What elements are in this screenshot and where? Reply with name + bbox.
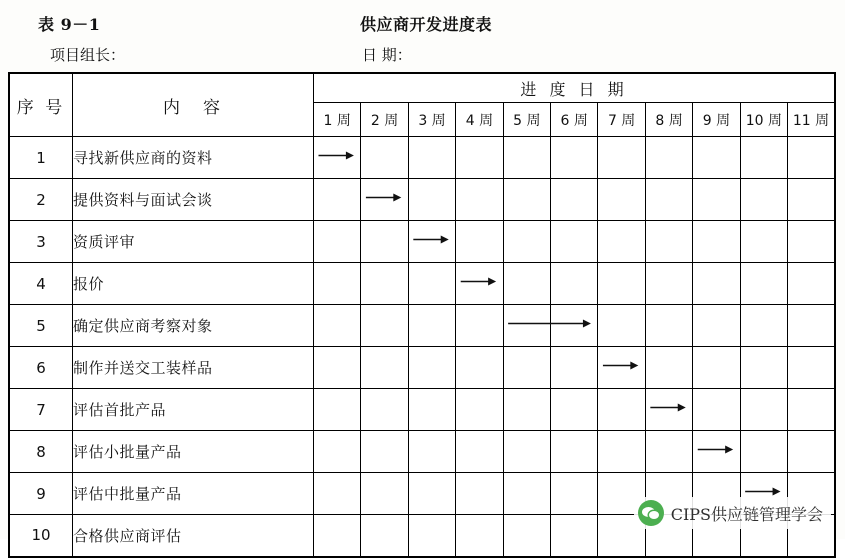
cell-r2-w10 bbox=[740, 179, 787, 221]
page-title: 供应商开发进度表 bbox=[360, 15, 493, 34]
col-header-week-8: 8 周 bbox=[645, 103, 692, 137]
cell-r4-w3 bbox=[408, 263, 455, 305]
cell-r5-w3 bbox=[408, 305, 455, 347]
row-seq: 2 bbox=[9, 179, 73, 221]
cell-r7-w3 bbox=[408, 389, 455, 431]
cell-r10-w2 bbox=[361, 515, 408, 557]
cell-r6-w6 bbox=[551, 347, 598, 389]
cell-r9-w3 bbox=[408, 473, 455, 515]
cell-r3-w1 bbox=[314, 221, 361, 263]
cell-r6-w5 bbox=[503, 347, 550, 389]
row-seq: 4 bbox=[9, 263, 73, 305]
cell-r10-w3 bbox=[408, 515, 455, 557]
cell-r4-w4 bbox=[456, 263, 503, 305]
watermark-label: CIPS供应链管理学会 bbox=[670, 504, 823, 524]
cell-r7-w2 bbox=[361, 389, 408, 431]
cell-r2-w5 bbox=[503, 179, 550, 221]
cell-r1-w3 bbox=[408, 137, 455, 179]
row-content: 评估首批产品 bbox=[73, 389, 314, 431]
col-header-week-4: 4 周 bbox=[456, 103, 503, 137]
cell-r1-w10 bbox=[740, 137, 787, 179]
cell-r7-w5 bbox=[503, 389, 550, 431]
row-content: 确定供应商考察对象 bbox=[73, 305, 314, 347]
cell-r8-w1 bbox=[314, 431, 361, 473]
table-row bbox=[9, 137, 835, 179]
cell-r3-w2 bbox=[361, 221, 408, 263]
cell-r6-w8 bbox=[645, 347, 692, 389]
col-header-week-3: 3 周 bbox=[408, 103, 455, 137]
cell-r2-w11 bbox=[788, 179, 835, 221]
cell-r8-w8 bbox=[645, 431, 692, 473]
cell-r3-w10 bbox=[740, 221, 787, 263]
cell-r5-w6 bbox=[551, 305, 598, 347]
cell-r4-w2 bbox=[361, 263, 408, 305]
table-head bbox=[9, 73, 835, 137]
cell-r1-w7 bbox=[598, 137, 645, 179]
cell-r8-w5 bbox=[503, 431, 550, 473]
row-content: 评估中批量产品 bbox=[73, 473, 314, 515]
cell-r10-w6 bbox=[551, 515, 598, 557]
cell-r5-w1 bbox=[314, 305, 361, 347]
cell-r2-w2 bbox=[361, 179, 408, 221]
row-seq: 5 bbox=[9, 305, 73, 347]
cell-r3-w6 bbox=[551, 221, 598, 263]
table-row bbox=[9, 389, 835, 431]
row-seq: 7 bbox=[9, 389, 73, 431]
cell-r7-w1 bbox=[314, 389, 361, 431]
cell-r6-w9 bbox=[693, 347, 740, 389]
cell-r2-w6 bbox=[551, 179, 598, 221]
cell-r2-w3 bbox=[408, 179, 455, 221]
table-row bbox=[9, 347, 835, 389]
cell-r1-w9 bbox=[693, 137, 740, 179]
date-label: 日 期： bbox=[362, 46, 412, 64]
cell-r3-w9 bbox=[693, 221, 740, 263]
cell-r10-w1 bbox=[314, 515, 361, 557]
row-seq: 6 bbox=[9, 347, 73, 389]
cell-r4-w8 bbox=[645, 263, 692, 305]
col-header-schedule-dates: 进 度 日 期 bbox=[314, 73, 836, 103]
cell-r2-w8 bbox=[645, 179, 692, 221]
row-seq: 3 bbox=[9, 221, 73, 263]
cell-r2-w7 bbox=[598, 179, 645, 221]
table-body bbox=[9, 137, 835, 557]
cell-r5-w7 bbox=[598, 305, 645, 347]
document-header bbox=[0, 8, 845, 66]
cell-r8-w2 bbox=[361, 431, 408, 473]
cell-r5-w2 bbox=[361, 305, 408, 347]
cell-r1-w2 bbox=[361, 137, 408, 179]
cell-r5-w10 bbox=[740, 305, 787, 347]
col-header-week-11: 11 周 bbox=[788, 103, 835, 137]
col-header-week-2: 2 周 bbox=[361, 103, 408, 137]
cell-r5-w9 bbox=[693, 305, 740, 347]
row-content: 制作并送交工装样品 bbox=[73, 347, 314, 389]
cell-r9-w2 bbox=[361, 473, 408, 515]
row-content: 评估小批量产品 bbox=[73, 431, 314, 473]
cell-r9-w4 bbox=[456, 473, 503, 515]
table-row bbox=[9, 305, 835, 347]
cell-r3-w8 bbox=[645, 221, 692, 263]
cell-r6-w1 bbox=[314, 347, 361, 389]
cell-r4-w6 bbox=[551, 263, 598, 305]
cell-r8-w11 bbox=[788, 431, 835, 473]
cell-r8-w3 bbox=[408, 431, 455, 473]
cell-r8-w10 bbox=[740, 431, 787, 473]
row-content: 合格供应商评估 bbox=[73, 515, 314, 557]
cell-r6-w11 bbox=[788, 347, 835, 389]
table-number: 表 9－1 bbox=[38, 15, 101, 34]
cell-r5-w4 bbox=[456, 305, 503, 347]
cell-r1-w11 bbox=[788, 137, 835, 179]
cell-r7-w9 bbox=[693, 389, 740, 431]
cell-r2-w1 bbox=[314, 179, 361, 221]
table-row bbox=[9, 179, 835, 221]
table-row bbox=[9, 431, 835, 473]
row-content: 报价 bbox=[73, 263, 314, 305]
row-seq: 10 bbox=[9, 515, 73, 557]
table-header-row-1 bbox=[9, 73, 835, 103]
row-content: 资质评审 bbox=[73, 221, 314, 263]
project-leader-label: 项目组长： bbox=[50, 46, 126, 64]
col-header-week-9: 9 周 bbox=[693, 103, 740, 137]
cell-r8-w9 bbox=[693, 431, 740, 473]
row-content: 提供资料与面试会谈 bbox=[73, 179, 314, 221]
row-seq: 8 bbox=[9, 431, 73, 473]
watermark-stamp bbox=[634, 497, 831, 529]
col-header-seq: 序 号 bbox=[9, 73, 73, 137]
cell-r6-w4 bbox=[456, 347, 503, 389]
cell-r4-w1 bbox=[314, 263, 361, 305]
cell-r7-w10 bbox=[740, 389, 787, 431]
row-seq: 9 bbox=[9, 473, 73, 515]
cell-r10-w4 bbox=[456, 515, 503, 557]
cell-r4-w9 bbox=[693, 263, 740, 305]
cell-r2-w4 bbox=[456, 179, 503, 221]
cell-r4-w11 bbox=[788, 263, 835, 305]
cell-r4-w10 bbox=[740, 263, 787, 305]
cell-r3-w11 bbox=[788, 221, 835, 263]
schedule-table bbox=[8, 72, 836, 558]
row-content: 寻找新供应商的资料 bbox=[73, 137, 314, 179]
wechat-icon bbox=[638, 500, 664, 526]
cell-r1-w4 bbox=[456, 137, 503, 179]
cell-r5-w8 bbox=[645, 305, 692, 347]
cell-r2-w9 bbox=[693, 179, 740, 221]
cell-r7-w8 bbox=[645, 389, 692, 431]
cell-r4-w7 bbox=[598, 263, 645, 305]
cell-r5-w5 bbox=[503, 305, 550, 347]
cell-r8-w4 bbox=[456, 431, 503, 473]
cell-r9-w5 bbox=[503, 473, 550, 515]
cell-r9-w6 bbox=[551, 473, 598, 515]
cell-r1-w8 bbox=[645, 137, 692, 179]
cell-r5-w11 bbox=[788, 305, 835, 347]
cell-r3-w5 bbox=[503, 221, 550, 263]
cell-r10-w5 bbox=[503, 515, 550, 557]
cell-r7-w6 bbox=[551, 389, 598, 431]
cell-r7-w11 bbox=[788, 389, 835, 431]
table-row bbox=[9, 221, 835, 263]
cell-r6-w3 bbox=[408, 347, 455, 389]
cell-r7-w7 bbox=[598, 389, 645, 431]
cell-r8-w6 bbox=[551, 431, 598, 473]
col-header-week-5: 5 周 bbox=[503, 103, 550, 137]
cell-r3-w3 bbox=[408, 221, 455, 263]
col-header-content: 内 容 bbox=[73, 73, 314, 137]
cell-r3-w4 bbox=[456, 221, 503, 263]
table-row bbox=[9, 263, 835, 305]
cell-r6-w7 bbox=[598, 347, 645, 389]
col-header-week-6: 6 周 bbox=[551, 103, 598, 137]
col-header-week-7: 7 周 bbox=[598, 103, 645, 137]
cell-r6-w2 bbox=[361, 347, 408, 389]
cell-r1-w6 bbox=[551, 137, 598, 179]
cell-r1-w5 bbox=[503, 137, 550, 179]
cell-r3-w7 bbox=[598, 221, 645, 263]
cell-r7-w4 bbox=[456, 389, 503, 431]
cell-r6-w10 bbox=[740, 347, 787, 389]
cell-r8-w7 bbox=[598, 431, 645, 473]
col-header-week-10: 10 周 bbox=[740, 103, 787, 137]
cell-r1-w1 bbox=[314, 137, 361, 179]
row-seq: 1 bbox=[9, 137, 73, 179]
col-header-week-1: 1 周 bbox=[314, 103, 361, 137]
cell-r9-w1 bbox=[314, 473, 361, 515]
cell-r4-w5 bbox=[503, 263, 550, 305]
